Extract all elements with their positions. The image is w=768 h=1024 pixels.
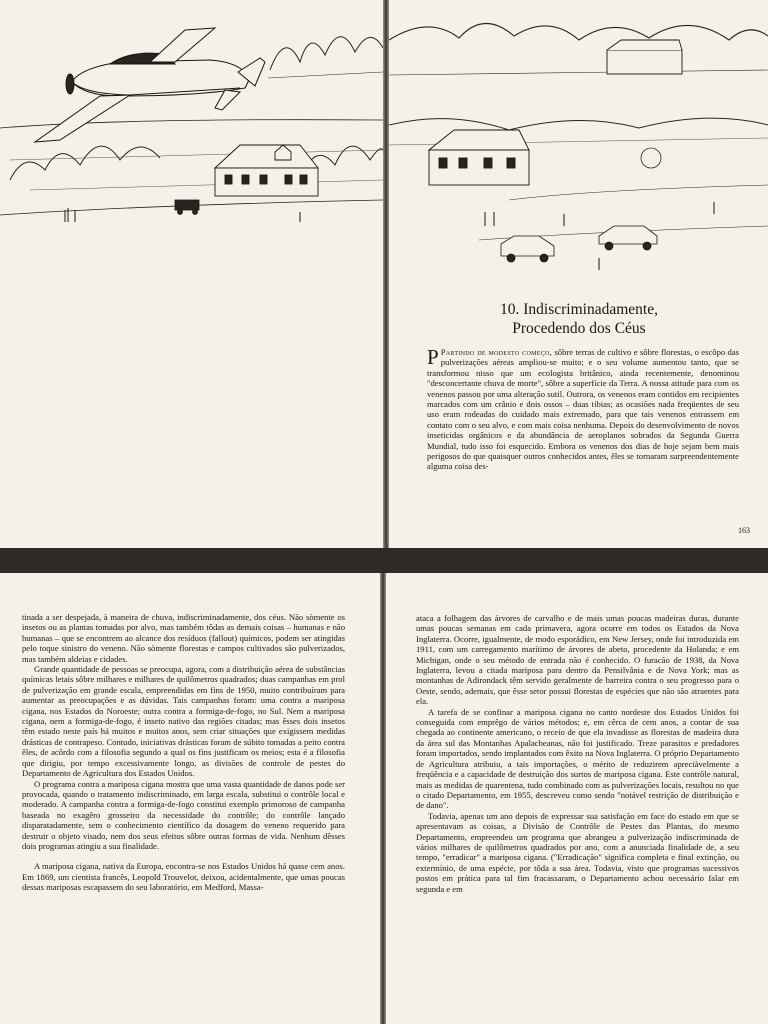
farmhouse-drawing [215,145,318,196]
chapter-number: 10. [500,301,520,318]
cars-drawing [501,226,657,262]
paragraph: A mariposa cigana, nativa da Europa, encontra-se nos Estados Unidos há quase cem anos. Em 1869, um cientista francês, Leopold Trouvelot, deixou, acidentalmente, que umas poucas dessas mariposas escapassem do seu laboratório, em Medford, Massa- [22,861,345,893]
book-page-left-top [0,0,383,548]
opening-text: sôbre terras de cultivo e sôbre florestas, o escôpo das pulverizações aéreas ampliou-se muito; e o seu volume aumentou tanto, que se transformou nisso que um ecologista britânico, ainda recentemente, denominou "desconcertante chuva de morte", sôbre a superfície da Terra. A nossa atitude para com os venenos passou por uma alteração sutil. Outrora, os venenos eram contidos em recipientes marcados com um crânio e dois ossos – duas tíbias; as ocasiões nada freqüentes de seu uso eram rodeadas do cuidado mais extremado, para que tais venenos entrassem em contato com o seu alvo, e com mais coisa nenhuma. Depois do desenvolvimento de novos inseticidas orgânicos e da abundância de aeroplanos sobrados da Segunda Guerra Mundial, tudo isso foi esquecido. Embora os venenos dos dias de hoje sejam bem mais perigosos do que quaisquer outros conhecidos antes, êles se tornaram surpreendentemente alguma coisa des- [427,347,740,472]
paragraph: ataca a folhagem das árvores de carvalho e de mais umas poucas madeiras duras, durante umas poucas semanas em cada primavera, agora ocorre em todos os Estados da Nova Inglaterra. Ocorre, igualmente, de modo esporádico, em New Jersey, onde foi introduzida em 1911, com um carregamento marítimo de árvores de abeto, procedente da Holanda; e em Michigan, onde o seu método de entrada não é conhecido. O furacão de 1938, da Nova Inglaterra, levou a citada mariposa para dentro da Pensilvânia e de Nova York; mas as montanhas de Adirondack têm servido geralmente de barreira contra o seu progresso para o Oeste, sendo, ademais, que êsse setor possui florestas de espécies que não são atraentes para ela. [416,613,739,707]
barn-drawing [429,40,682,185]
drop-cap-p: P [427,345,439,369]
chapter-title [409,300,749,338]
text-column-left [22,612,345,893]
paragraph: Todavia, apenas um ano depois de expressar sua satisfação em face do estado em que se apresentavam as coisas, a Divisão de Contrôle de Pestes das Plantas, do mesmo Departamento, empreendeu um programa que abrangeu a pulverização indiscriminada de vários milhares de quilômetros quadrados por ano, com a anunciada finalidade de, a seu tempo, "erradicar" a mariposa cigana. ("Erradicação" significa completa e final extinção, ou extermínio, de uma espécie, por tôda a sua área. Todavia, visto que programas sucessivos postos em prática para tal fim fracassaram, o Departamento achou necessário falar em segunda e em [416,810,739,894]
paragraph: A tarefa de se confinar a mariposa cigana no canto nordeste dos Estados Unidos foi conseguida com emprêgo de vários métodos; e, em cêrca de cem anos, a contar de sua chegada ao continente americano, o receio de que ela invadisse as florestas de madeira dura da área sul das Montanhas Apalacheanas, não foi justificado. Treze parasitos e predadores foram importados, sendo implantados com êxito na Nova Inglaterra. O próprio Departamento de Agricultura atribuiu, a tais importações, o mérito de reduzirem apreciàvelmente a freqüência e a capacidade de destruição dos surtos de mariposa cigana. Este contrôle natural, mais as medidas de quarentena, tudo combinado com as pulverizações locais, resultou no que o citado Departamento, em 1955, descreveu como sendo "notável restrição de distribuição e de dano". [416,706,739,811]
chapter-title-line1: Indiscriminadamente, [523,301,658,318]
book-page-right-top [389,0,768,548]
lead-in-smallcaps: Partindo de modesto começo, [440,347,553,357]
airplane-drawing [35,28,265,142]
crop-duster-illustration-right [389,0,768,280]
page-number: 163 [738,526,750,535]
paragraph: tinada a ser despejada, à maneira de chuva, indiscriminadamente, dos céus. Não sòmente os insetos ou as plantas tomadas por alvo, mas também tôdas as demais coisas – humanas e não humanas – que se encontrem ao alcance dos resíduos (fallout) químicos, podem ser atingidas pelo toque sinistro do veneno. Não sòmente florestas e campos cultivados são pulverizados, mas também aldeias e cidades. [22,612,345,664]
text-column-right [416,613,739,894]
book-page-left-bottom [0,573,380,1024]
chapter-opening-paragraph [427,347,739,472]
paragraph: O programa contra a mariposa cigana mostra que uma vasta quantidade de danos pode ser provocada, quando o tratamento indiscriminado, em larga escala, substitui o contrôle local e moderado. A campanha contra a formiga-de-fogo constitui exemplo primoroso de campanha baseada no exagêro grosseiro da necessidade do contrôle; do contrôle lançado disparatadamente, sem o conhecimento científico da dosagem do veneno requerido para destruir o objeto visado, nem dos seus efeitos sôbre outras formas de vida. Nenhum dêsses dois programas atingiu a sua finalidade. [22,778,345,851]
paragraph: Grande quantidade de pessoas se preocupa, agora, com a distribuição aérea de substâncias químicas letais sôbre milhares e milhares de quilômetros quadrados; duas campanhas em prol de pulverização em grande escala, empreendidas em fins de 1950, muito contribuíram para aumentar as preocupações e as dúvidas. Tais campanhas foram: uma contra a mariposa cigana, nos Estados do Noroeste; outra contra a formiga-de-fogo, no Sul. Nem a mariposa cigana, nem a formiga-de-fogo, é inseto nativo das regiões citadas; mas êsses dois insetos têm estado neste país há muitos e muitos anos, sem criar situações que exigissem medidas drásticas de contrapeso. Contudo, iniciativas drásticas foram de súbito tomadas a peito contra êles, de acôrdo com a filosofia segundo a qual os fins justificam os meios; esta é a filosofia que dirigiu, por tempo excessivamente longo, as divisões de controle de pestes do Departamento de Agricultura dos Estados Unidos. [22,664,345,779]
chapter-title-line2: Procedendo dos Céus [512,320,646,337]
crop-duster-illustration-left [0,0,383,300]
book-page-right-bottom [386,573,768,1024]
